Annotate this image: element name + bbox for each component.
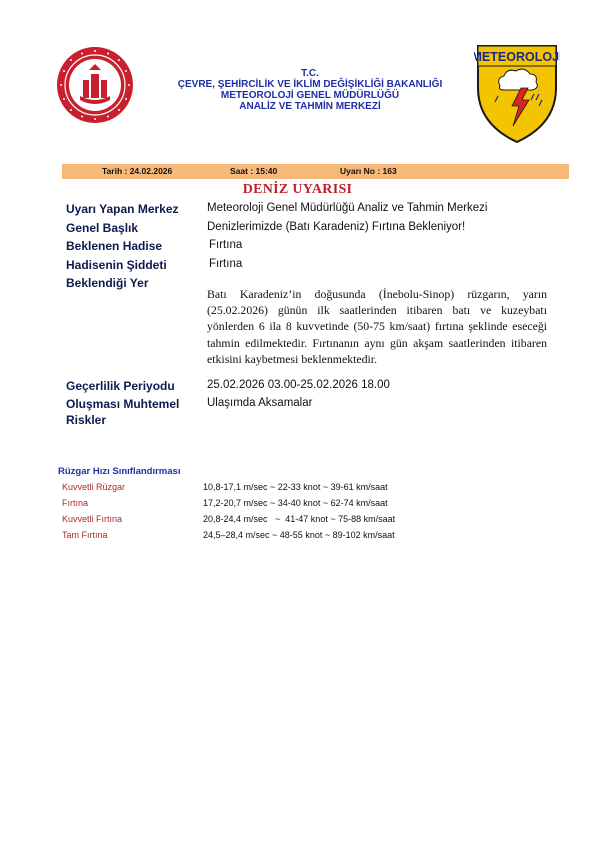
risks-value: Ulaşımda Aksamalar: [207, 397, 313, 409]
issuer-label: Uyarı Yapan Merkez: [66, 202, 179, 216]
warning-description: Batı Karadeniz’in doğusunda (İnebolu-Sinop) rüzgarın, yarın (25.02.2026) günün ilk saatlerinden itibaren batı ve kuzeybatı yönlerden 6 ila 8 kuvvetinde (50-75 km/saat) fırtına şeklinde eseceği tahmin edilmektedir. Fırtınanın aynı gün akşam saatlerinden itibaren etkisini kaybetmesi beklenmektedir.: [207, 287, 547, 366]
warning-number: Uyarı No : 163: [340, 166, 397, 176]
wind-row-name: Tam Fırtına: [62, 530, 108, 540]
svg-text:METEOROLOJİ: METEOROLOJİ: [474, 50, 560, 64]
event-label: Beklenen Hadise: [66, 239, 163, 253]
document-title: DENİZ UYARISI: [242, 182, 353, 197]
header-directorate-name: METEOROLOJİ GENEL MÜDÜRLÜĞÜ: [220, 90, 400, 101]
event-value: Fırtına: [209, 239, 243, 251]
warning-date: Tarih : 24.02.2026: [102, 166, 173, 176]
risks-label-line2: Riskler: [66, 413, 107, 427]
meteoroloji-logo: [474, 42, 560, 146]
wind-row-value: 24,5–28,4 m/sec ~ 48-55 knot ~ 89-102 km/saat: [203, 530, 395, 540]
headline-value: Denizlerimizde (Batı Karadeniz) Fırtına Bekleniyor!: [207, 221, 466, 233]
header-center-name: ANALİZ VE TAHMİN MERKEZİ: [239, 101, 381, 112]
wind-row-name: Kuvvetli Fırtına: [62, 514, 123, 524]
wind-row-value: 10,8-17,1 m/sec ~ 22-33 knot ~ 39-61 km/saat: [203, 482, 388, 492]
warning-time: Saat : 15:40: [230, 166, 278, 176]
wind-row-name: Fırtına: [62, 498, 89, 508]
severity-label: Hadisenin Şiddeti: [66, 258, 167, 272]
issuer-value: Meteoroloji Genel Müdürlüğü Analiz ve Tahmin Merkezi: [207, 202, 488, 214]
wind-row-value: 17,2-20,7 m/sec ~ 34-40 knot ~ 62-74 km/saat: [203, 498, 388, 508]
location-label: Beklendiği Yer: [66, 276, 149, 290]
header-line-tc: T.C.: [301, 68, 319, 79]
risks-label-line1: Oluşması Muhtemel: [66, 397, 180, 411]
ministry-seal-logo: [56, 46, 134, 124]
validity-value: 25.02.2026 03.00-25.02.2026 18.00: [207, 379, 390, 391]
severity-value: Fırtına: [209, 258, 243, 270]
wind-classification-title: Rüzgar Hızı Sınıflandırması: [58, 466, 181, 477]
wind-row-name: Kuvvetli Rüzgar: [62, 482, 126, 492]
wind-row-value: 20,8-24,4 m/sec ~ 41-47 knot ~ 75-88 km/saat: [203, 514, 396, 524]
validity-label: Geçerlilik Periyodu: [66, 379, 175, 393]
header-ministry-name: ÇEVRE, ŞEHİRCİLİK VE İKLİM DEĞİŞİKLİĞİ BAKANLIĞI: [177, 79, 443, 90]
headline-label: Genel Başlık: [66, 221, 139, 235]
